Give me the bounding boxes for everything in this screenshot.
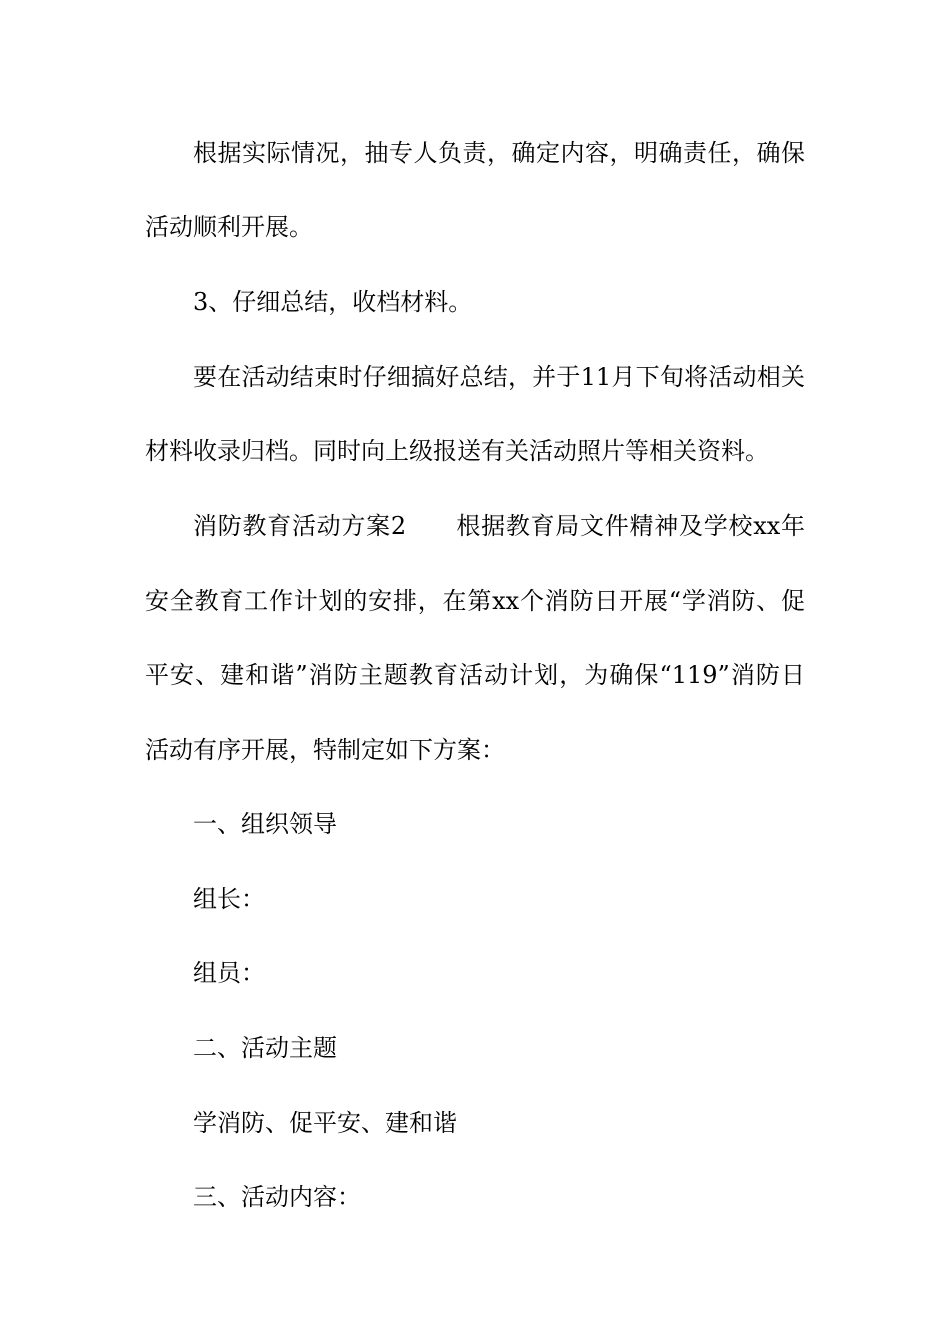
paragraph-line-8: 平安、建和谐”消防主题教育活动计划，为确保“119”消防日	[145, 661, 805, 689]
section-heading-3: 3、仔细总结，收档材料。	[193, 288, 473, 316]
paragraph-line-7: 安全教育工作计划的安排，在第xx个消防日开展“学消防、促	[145, 587, 805, 615]
heading-organization: 一、组织领导	[193, 810, 337, 838]
paragraph-line-6: 消防教育活动方案2 根据教育局文件精神及学校xx年	[193, 512, 805, 540]
group-leader-label: 组长：	[193, 885, 265, 913]
group-members-label: 组员：	[193, 959, 265, 987]
paragraph-line-5: 材料收录归档。同时向上级报送有关活动照片等相关资料。	[145, 437, 769, 465]
paragraph-line-1: 根据实际情况，抽专人负责，确定内容，明确责任，确保	[193, 139, 805, 167]
paragraph-line-9: 活动有序开展，特制定如下方案：	[145, 736, 505, 764]
heading-theme: 二、活动主题	[193, 1034, 337, 1062]
paragraph-line-2: 活动顺利开展。	[145, 213, 313, 241]
paragraph-line-4: 要在活动结束时仔细搞好总结，并于11月下旬将活动相关	[193, 363, 805, 391]
theme-text: 学消防、促平安、建和谐	[193, 1109, 457, 1137]
heading-content: 三、活动内容：	[193, 1183, 361, 1211]
